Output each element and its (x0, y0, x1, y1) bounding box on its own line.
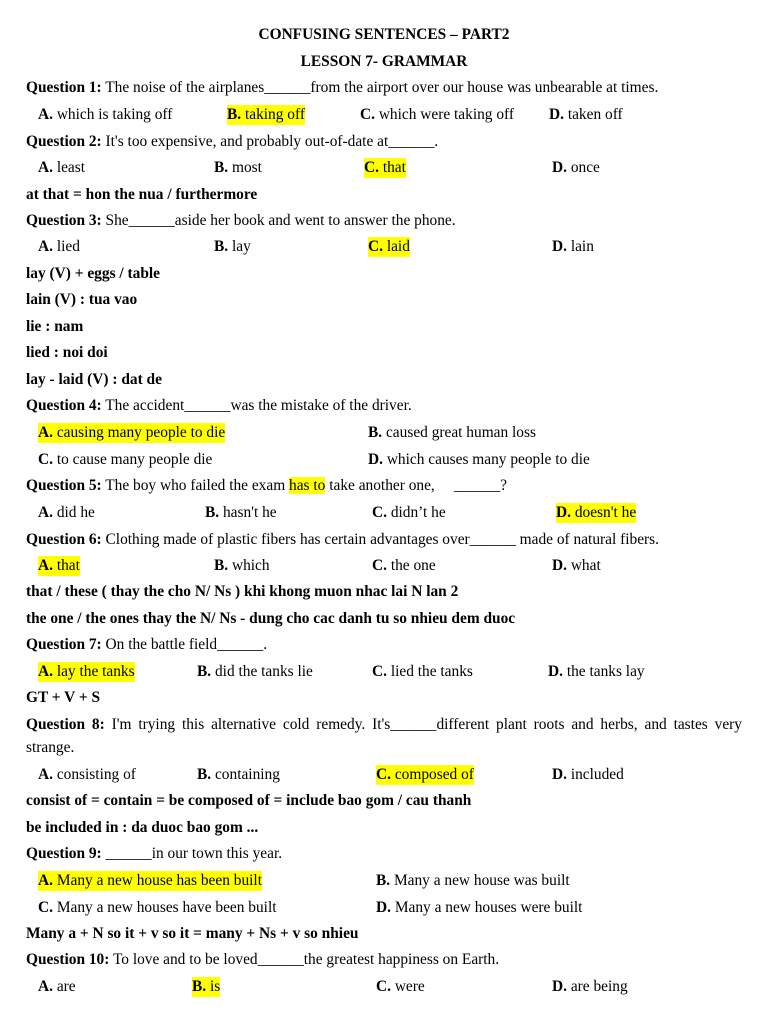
q8-option-a: A. consisting of (38, 766, 136, 783)
q5-option-d-answer: D. doesn't he (556, 504, 637, 521)
note-q3-2: lain (V) : tua vao (26, 291, 138, 308)
note-q8-2: be included in : da duoc bao gom ... (26, 819, 259, 836)
q10-option-a: A. are (38, 978, 76, 995)
document-title: CONFUSING SENTENCES – PART2 (258, 26, 510, 43)
note-q8-1: consist of = contain = be composed of = include bao gom / cau thanh (26, 792, 472, 809)
note-q3-1: lay (V) + eggs / table (26, 265, 161, 282)
q1-option-a: A. which is taking off (38, 106, 173, 123)
q7-option-c: C. lied the tanks (372, 663, 473, 680)
q1-option-b-answer: B. taking off (227, 106, 305, 123)
question-5: Question 5: The boy who failed the exam has to take another one, ______? (26, 477, 508, 494)
question-1 (26, 78, 742, 98)
q1-option-c: C. which were taking off (360, 106, 515, 123)
q5-option-c: C. didn’t he (372, 504, 446, 521)
q4-option-b: B. caused great human loss (368, 424, 536, 441)
question-text: The noise of the airplanes______from the airport over our house was unbearable at times. (101, 79, 659, 96)
q6-option-c: C. the one (372, 557, 436, 574)
question-8: Question 8: I'm trying this alternative cold remedy. It's______different plant roots and herbs, and tastes very strange. (26, 716, 742, 756)
q6-option-d: D. what (552, 557, 601, 574)
question-2: Question 2: It's too expensive, and probably out-of-date at______. (26, 133, 439, 150)
question-3: Question 3: She______aside her book and went to answer the phone. (26, 212, 456, 229)
q3-option-b: B. lay (214, 238, 251, 255)
question-label: Question 1: (26, 79, 102, 96)
note-q2: at that = hon the nua / furthermore (26, 186, 258, 203)
q2-option-c-answer: C. that (364, 159, 406, 176)
q5-option-a: A. did he (38, 504, 95, 521)
q2-option-a: A. least (38, 159, 86, 176)
q9-option-c: C. Many a new houses have been built (38, 899, 277, 916)
q3-option-a: A. lied (38, 238, 80, 255)
q2-option-d: D. once (552, 159, 600, 176)
q10-option-d: D. are being (552, 978, 628, 995)
q6-option-b: B. which (214, 557, 270, 574)
note-q6-1: that / these ( thay the cho N/ Ns ) khi khong muon nhac lai N lan 2 (26, 583, 459, 600)
note-q9: Many a + N so it + v so it = many + Ns + v so nhieu (26, 925, 359, 942)
note-q3-4: lied : noi doi (26, 344, 108, 361)
note-q3-5: lay - laid (V) : dat de (26, 371, 162, 388)
question-7: Question 7: On the battle field______. (26, 636, 268, 653)
highlight-has-to: has to (289, 477, 326, 494)
q4-option-c: C. to cause many people die (38, 451, 213, 468)
note-q3-3: lie : nam (26, 318, 84, 335)
q8-option-d: D. included (552, 766, 624, 783)
q1-option-d: D. taken off (549, 106, 623, 123)
q9-option-a-answer: A. Many a new house has been built (38, 872, 262, 889)
q10-option-c: C. were (376, 978, 425, 995)
q8-option-b: B. containing (197, 766, 280, 783)
note-q6-2: the one / the ones thay the N/ Ns - dung cho cac danh tu so nhieu dem duoc (26, 610, 516, 627)
note-q7: GT + V + S (26, 689, 101, 706)
question-9: Question 9: ______in our town this year. (26, 845, 283, 862)
q3-option-d: D. lain (552, 238, 594, 255)
q7-option-b: B. did the tanks lie (197, 663, 313, 680)
q7-option-a-answer: A. lay the tanks (38, 663, 135, 680)
q4-option-a-answer: A. causing many people to die (38, 424, 226, 441)
q3-option-c-answer: C. laid (368, 238, 410, 255)
question-4: Question 4: The accident______was the mistake of the driver. (26, 397, 412, 414)
q9-option-d: D. Many a new houses were built (376, 899, 583, 916)
q10-option-b-answer: B. is (192, 978, 221, 995)
q4-option-d: D. which causes many people to die (368, 451, 590, 468)
q5-option-b: B. hasn't he (205, 504, 277, 521)
q7-option-d: D. the tanks lay (548, 663, 645, 680)
question-6: Question 6: Clothing made of plastic fibers has certain advantages over______ made of natural fibers. (26, 531, 659, 548)
q6-option-a-answer: A. that (38, 557, 80, 574)
q2-option-b: B. most (214, 159, 262, 176)
document-subtitle: LESSON 7- GRAMMAR (300, 53, 468, 70)
question-10: Question 10: To love and to be loved______the greatest happiness on Earth. (26, 951, 500, 968)
q9-option-b: B. Many a new house was built (376, 872, 570, 889)
q8-option-c-answer: C. composed of (376, 766, 474, 783)
